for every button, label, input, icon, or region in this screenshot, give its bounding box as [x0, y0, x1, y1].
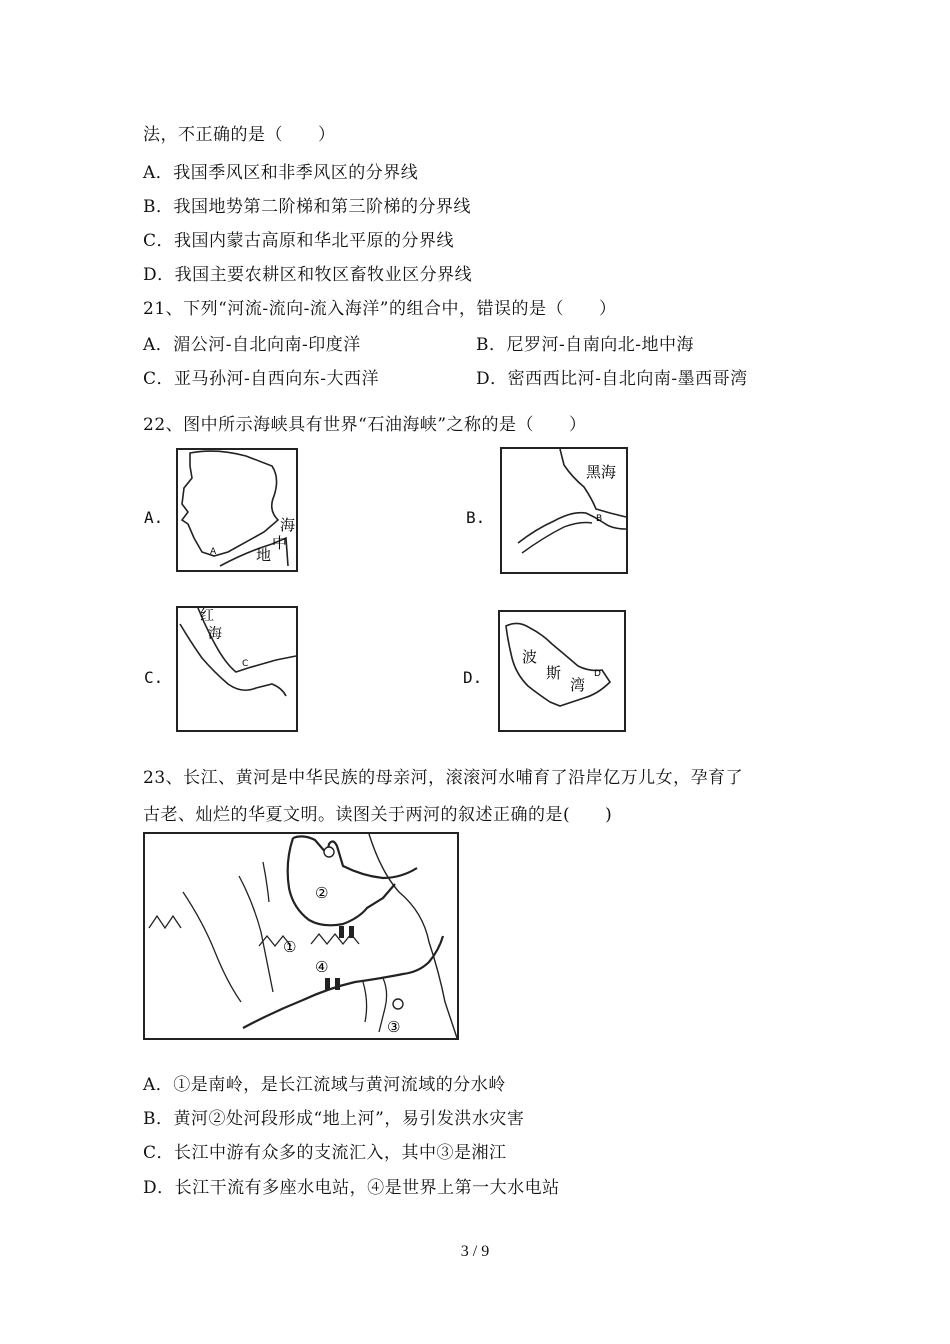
q20-option-c: C．我国内蒙古高原和华北平原的分界线 [143, 231, 455, 251]
q22-map-d-char-2: 斯 [546, 664, 562, 682]
q22-label-c: C. [144, 668, 164, 687]
q21-option-c: C．亚马孙河-自西向东-大西洋 [143, 369, 379, 389]
q22-map-b-sea: 黑海 [586, 463, 617, 481]
q23-river-map [143, 832, 459, 1040]
q22-map-b [500, 447, 628, 574]
q22-map-a-point: A [210, 547, 217, 557]
q22-map-c-point: C [242, 659, 249, 669]
q20-option-b: B．我国地势第二阶梯和第三阶梯的分界线 [143, 197, 471, 217]
q23-marker-2: ② [315, 884, 329, 902]
q21-stem: 21、下列“河流-流向-流入海洋”的组合中，错误的是（ ） [143, 299, 617, 319]
q21-option-d: D．密西西比河-自北向南-墨西哥湾 [476, 369, 748, 389]
q22-map-a-char-3: 地 [256, 546, 272, 564]
q23-option-a: A．①是南岭，是长江流域与黄河流域的分水岭 [143, 1075, 506, 1095]
q22-map-d-char-3: 湾 [570, 676, 586, 694]
q22-label-a: A. [144, 508, 164, 527]
q20-stem-end: 法，不正确的是（ ） [143, 125, 336, 145]
q22-map-c [176, 606, 298, 732]
q21-option-a: A．湄公河-自北向南-印度洋 [143, 335, 361, 355]
q23-option-c: C．长江中游有众多的支流汇入，其中③是湘江 [143, 1143, 507, 1163]
q22-map-a [176, 448, 298, 572]
q21-option-b: B．尼罗河-自南向北-地中海 [476, 335, 694, 355]
q20-option-a: A．我国季风区和非季风区的分界线 [143, 163, 419, 183]
q23-marker-4: ④ [315, 958, 329, 976]
q22-map-a-char-1: 海 [280, 516, 296, 534]
q23-option-b: B．黄河②处河段形成“地上河”，易引发洪水灾害 [143, 1109, 525, 1129]
q22-map-d-point: D [594, 669, 601, 679]
q22-map-d [498, 610, 626, 732]
q23-stem-line1: 23、长江、黄河是中华民族的母亲河，滚滚河水哺育了沿岸亿万儿女，孕育了 [143, 768, 744, 788]
q22-label-d: D. [463, 668, 483, 687]
q22-map-a-char-2: 中 [272, 534, 288, 552]
page-number: 3 / 9 [460, 1243, 490, 1260]
q22-stem: 22、图中所示海峡具有世界“石油海峡”之称的是（ ） [143, 415, 587, 435]
q23-marker-1: ① [283, 938, 297, 956]
q22-label-b: B. [466, 508, 486, 527]
q23-option-d: D．长江干流有多座水电站，④是世界上第一大水电站 [143, 1178, 560, 1198]
q22-map-b-point: B [596, 514, 603, 524]
q22-map-c-char-2: 海 [208, 626, 222, 642]
q22-map-c-char-1: 红 [200, 608, 214, 624]
q22-map-d-char-1: 波 [522, 648, 538, 666]
q20-option-d: D．我国主要农耕区和牧区畜牧业区分界线 [143, 265, 473, 285]
q23-stem-line2: 古老、灿烂的华夏文明。读图关于两河的叙述正确的是( ) [143, 805, 613, 825]
q23-marker-3: ③ [387, 1018, 401, 1036]
